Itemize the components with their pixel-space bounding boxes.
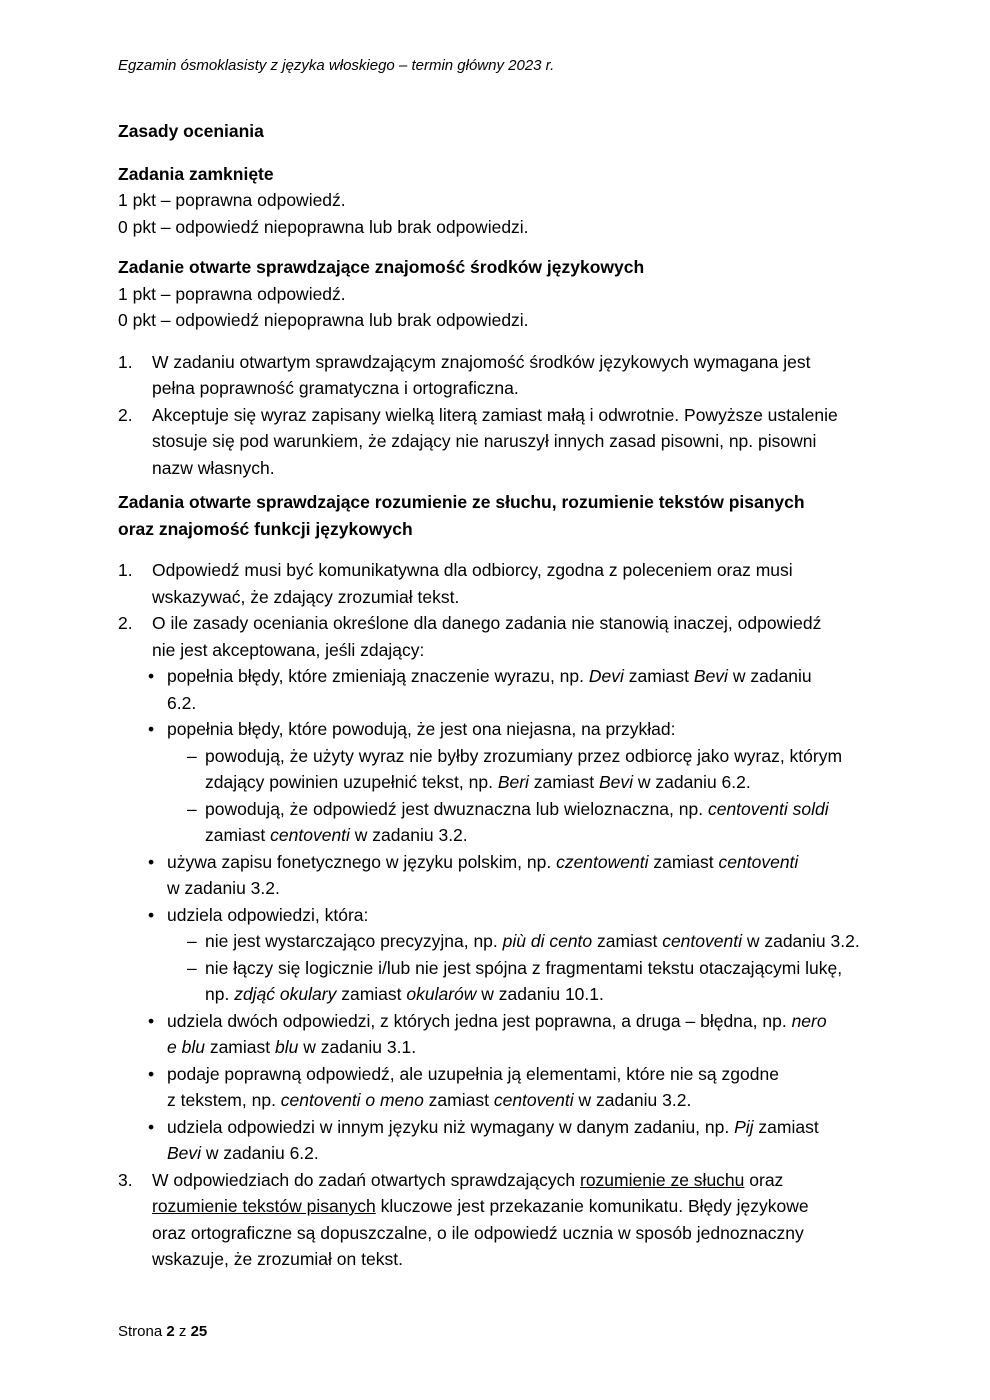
- dash-item-2-2: [187, 796, 898, 849]
- closed-tasks-heading: Zadania zamknięte: [118, 163, 274, 184]
- running-header: Egzamin ósmoklasisty z języka włoskiego – termin główny 2023 r.: [118, 57, 555, 74]
- bullet-marker: •: [148, 666, 155, 686]
- bullet-marker: •: [148, 851, 155, 872]
- bullet-item-6-text: podaje poprawną odpowiedź, ale uzupełnia ją elementami, które nie są zgodne z tekstem, np. centoventi o meno zamiast centoventi w zadaniu 3.2.: [167, 1063, 779, 1110]
- dash-marker: –: [187, 745, 197, 766]
- comprehension-rule-item-3-number: 3.: [118, 1169, 133, 1190]
- language-task-rules-list: [118, 349, 898, 482]
- comprehension-rule-item-1-number: 1.: [118, 560, 133, 580]
- dash-marker: –: [187, 931, 197, 951]
- dash-item-2-2-text: powodują, że odpowiedź jest dwuznaczna lub wieloznaczna, np. centoventi soldi zamiast centoventi w zadaniu 3.2.: [205, 798, 829, 845]
- bullet-marker: •: [148, 719, 155, 739]
- closed-tasks-score-1pkt: 1 pkt – poprawna odpowiedź.: [118, 190, 346, 210]
- comprehension-rule-item-3: [118, 1167, 898, 1273]
- page-footer: Strona 2 z 25: [118, 1323, 208, 1340]
- bullet-item-2: [148, 716, 898, 743]
- comprehension-rule-item-2-body: [148, 610, 898, 1167]
- dash-item-4-2-text: nie łączy się logicznie i/lub nie jest spójna z fragmentami tekstu otaczającymi lukę, np. zdjąć okulary zamiast okularów w zadaniu 10.1.: [205, 957, 843, 1004]
- dash-item-2-1: [187, 743, 898, 796]
- bullet-marker: •: [148, 904, 155, 925]
- dash-item-4-1: [187, 928, 898, 955]
- language-rule-item-2: [118, 402, 898, 482]
- comprehension-rules-list: [118, 557, 898, 1273]
- bullet-item-7: [148, 1114, 898, 1167]
- bullet-marker: •: [148, 1010, 155, 1031]
- comprehension-rule-item-3-text: W odpowiedziach do zadań otwartych sprawdzających rozumienie ze słuchu oraz rozumienie tekstów pisanych kluczowe jest przekazanie komunikatu. Błędy językowe oraz ortograficzne są dopuszczalne, o ile odpowiedź ucznia w sposób jednoznaczny wskazuje, że zrozumiał on tekst.: [152, 1169, 809, 1269]
- comprehension-rule-item-2-intro: O ile zasady oceniania określone dla danego zadania nie stanowią inaczej, odpowiedź nie jest akceptowana, jeśli zdający:: [152, 613, 822, 660]
- dash-marker: –: [187, 957, 197, 978]
- bullet-item-6: [148, 1061, 898, 1114]
- bullet-item-3-text: używa zapisu fonetycznego w języku polskim, np. czentowenti zamiast centoventi w zadaniu 3.2.: [167, 851, 799, 898]
- bullet-item-4: [148, 902, 898, 929]
- bullet-item-1-text: popełnia błędy, które zmieniają znaczenie wyrazu, np. Devi zamiast Bevi w zadaniu 6.2.: [167, 666, 812, 713]
- dash-item-4-2: [187, 955, 898, 1008]
- comprehension-section-heading: Zadania otwarte sprawdzające rozumienie ze słuchu, rozumienie tekstów pisanych oraz znajomość funkcji językowych: [118, 492, 805, 539]
- bullet-item-7-text: udziela odpowiedzi w innym języku niż wymagany w danym zadaniu, np. Pij zamiast Bevi w zadaniu 6.2.: [167, 1116, 819, 1163]
- comprehension-rule-item-2-number: 2.: [118, 613, 133, 633]
- bullet-item-4-text: udziela odpowiedzi, która:: [167, 904, 369, 925]
- bullet-marker: •: [148, 1063, 155, 1084]
- bullet-item-5-text: udziela dwóch odpowiedzi, z których jedna jest poprawna, a druga – błędna, np. nero e blu zamiast blu w zadaniu 3.1.: [167, 1010, 827, 1057]
- bullet-marker: •: [148, 1116, 155, 1137]
- bullet-item-5: [148, 1008, 898, 1061]
- comprehension-rule-item-2: [118, 610, 898, 1167]
- page-title: Zasady oceniania: [118, 121, 264, 141]
- open-language-task-heading: Zadanie otwarte sprawdzające znajomość środków językowych: [118, 257, 645, 277]
- bullet-item-1: [148, 663, 898, 716]
- language-rule-item-1: [118, 349, 898, 402]
- dash-marker: –: [187, 798, 197, 819]
- bullet-item-2-text: popełnia błędy, które powodują, że jest ona niejasna, na przykład:: [167, 719, 676, 739]
- open-language-task-section: [118, 254, 898, 334]
- language-rule-item-2-text: Akceptuje się wyraz zapisany wielką literą zamiast małą i odwrotnie. Powyższe ustalenie stosuje się pod warunkiem, że zdający nie naruszył innych zasad pisowni, np. pisowni nazw własnych.: [152, 404, 838, 478]
- open-language-task-score-0pkt: 0 pkt – odpowiedź niepoprawna lub brak odpowiedzi.: [118, 310, 529, 330]
- open-language-task-score-1pkt: 1 pkt – poprawna odpowiedź.: [118, 283, 346, 304]
- closed-tasks-score-0pkt: 0 pkt – odpowiedź niepoprawna lub brak odpowiedzi.: [118, 216, 529, 237]
- comprehension-rule-item-1: [118, 557, 898, 610]
- dash-item-2-1-text: powodują, że użyty wyraz nie byłby zrozumiany przez odbiorcę jako wyraz, którym zdający powinien uzupełnić tekst, np. Beri zamiast Bevi w zadaniu 6.2.: [205, 745, 843, 792]
- comprehension-rule-item-1-text: Odpowiedź musi być komunikatywna dla odbiorcy, zgodna z poleceniem oraz musi wskazywać, że zdający zrozumiał tekst.: [152, 560, 793, 607]
- language-rule-item-2-number: 2.: [118, 404, 133, 425]
- closed-tasks-section: [118, 161, 898, 241]
- dash-item-4-1-text: nie jest wystarczająco precyzyjna, np. più di cento zamiast centoventi w zadaniu 3.2.: [205, 931, 860, 951]
- bullet-item-3: [148, 849, 898, 902]
- language-rule-item-1-text: W zadaniu otwartym sprawdzającym znajomość środków językowych wymagana jest pełna poprawność gramatyczna i ortograficzna.: [152, 351, 811, 398]
- language-rule-item-1-number: 1.: [118, 351, 133, 372]
